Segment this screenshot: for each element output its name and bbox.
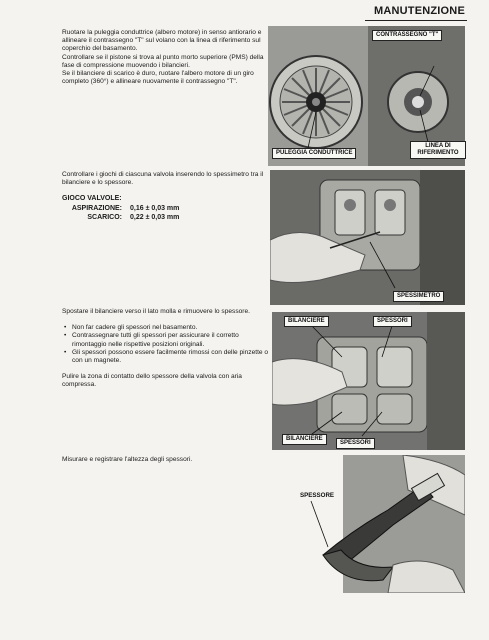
feeler-gauge-photo <box>270 170 465 305</box>
spacer <box>62 316 270 324</box>
header-rule <box>365 20 467 21</box>
micrometer-illustration <box>283 455 465 593</box>
spec-label-intake: ASPIRAZIONE: <box>71 204 122 212</box>
section1-paragraph-3: Se il bilanciere di scarico è duro, ruotare l'albero motore di un giro completo (360°) e allineare nuovamente il contrassegno "T". <box>62 70 254 86</box>
valve-clearance-spec <box>62 194 262 223</box>
feeler-gauge-illustration <box>270 170 465 305</box>
section1-paragraph-2: Controllare se il pistone si trova al punto morto superiore (PMS) della fase di compressione muovendo i bilancieri. <box>62 53 264 69</box>
spec-label-exhaust: SCARICO: <box>87 214 122 221</box>
callout-mark-t: CONTRASSEGNO "T" <box>372 30 442 41</box>
spec-value-intake: 0,16 ± 0,03 mm <box>130 204 180 212</box>
section2-intro: Controllare i giochi di ciascuna valvola inserendo lo spessimetro tra il bilanciere e lo spessore. <box>62 171 264 187</box>
spacer <box>62 365 270 373</box>
callout-feeler: SPESSIMETRO <box>393 291 444 302</box>
label-shim: SPESSORE <box>300 492 335 499</box>
callout-shims-bottom: SPESSORI <box>336 438 375 449</box>
callout-rocker-top: BILANCIERE <box>284 316 329 327</box>
bullet-item-1: • Non far cadere gli spessori nel basamento. <box>72 324 270 332</box>
section-title: MANUTENZIONE <box>373 5 465 17</box>
section1-text <box>62 29 270 86</box>
section1-paragraph-1: Ruotare la puleggia conduttrice (albero motore) in senso antiorario e allineare il contrassegno "T" sul volano con la linea di riferimento sul coperchio del basamento. <box>62 29 262 53</box>
section3-text <box>62 308 270 390</box>
bullet-item-2: • Contrassegnare tutti gli spessori per assicurare il corretto rimontaggio nelle rispettive posizioni originali. <box>72 332 270 348</box>
micrometer-photo <box>283 455 465 593</box>
section3-intro: Spostare il bilanciere verso il lato molla e rimuovere lo spessore. <box>62 308 251 315</box>
rocker-shims-illustration <box>272 312 465 450</box>
callout-pulley: PULEGGIA CONDUTTRICE <box>272 148 356 159</box>
callout-ref-line: LINEA DI RIFERIMENTO <box>410 141 466 159</box>
section3-closing: Pulire la zona di contatto dello spessore della valvola con aria compressa. <box>62 373 242 389</box>
bullet-item-3: • Gli spessori possono essere facilmente rimossi con delle pinzette o con un magnete. <box>72 349 270 365</box>
section4-intro: Misurare e registrare l'altezza degli spessori. <box>62 456 193 463</box>
spec-row-exhaust <box>62 213 262 223</box>
section3-bullet-list <box>62 324 270 365</box>
callout-shims-top: SPESSORI <box>373 316 412 327</box>
valve-clearance-title: GIOCO VALVOLE: <box>62 195 122 202</box>
spec-row-intake <box>62 204 262 214</box>
callout-rocker-bottom: BILANCIERE <box>282 434 327 445</box>
rocker-shims-photo <box>272 312 465 450</box>
spec-value-exhaust: 0,22 ± 0,03 mm <box>130 214 180 221</box>
